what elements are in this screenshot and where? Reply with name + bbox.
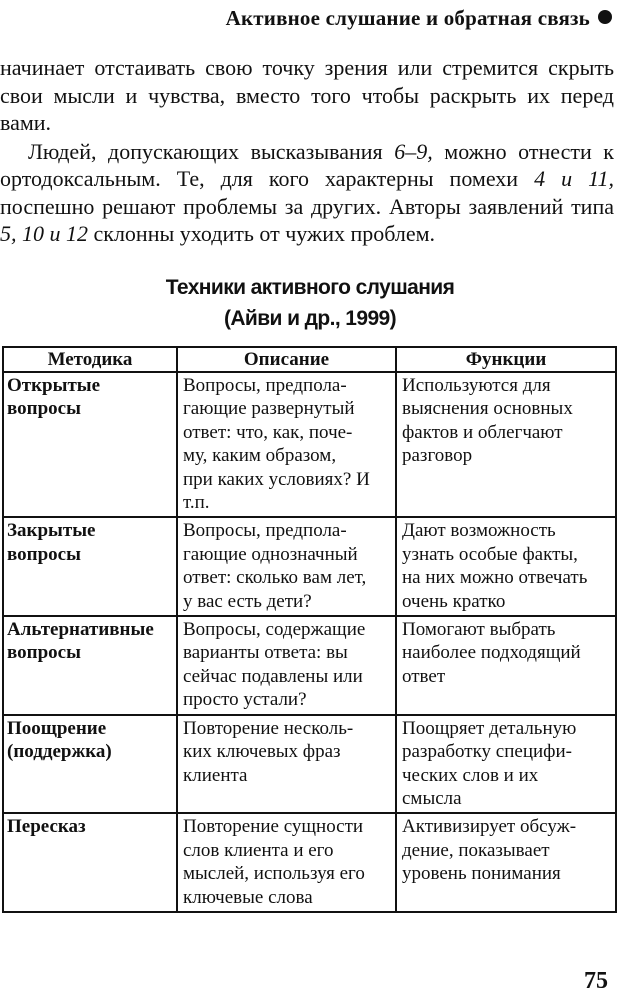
method-cell: Альтернативные вопросы [3, 616, 177, 715]
column-header-method: Методика [3, 347, 177, 372]
p2-ref-a: 6–9, [394, 138, 433, 164]
method-cell: Пересказ [3, 813, 177, 912]
p2-ref-b: 4 и 11, [534, 166, 615, 191]
techniques-table [2, 346, 617, 913]
body-text [0, 54, 614, 248]
function-cell: Используются для выяснения основных фактов и облегчают разговор [396, 372, 616, 517]
running-head [226, 6, 612, 31]
description-cell: Вопросы, предпола- гающие развернутый ответ: что, как, поче- му, каким образом, при каких условиях? И т.п. [177, 372, 396, 517]
column-header-function: Функции [396, 347, 616, 372]
method-cell: Поощрение (поддержка) [3, 715, 177, 814]
table-header-row [3, 347, 616, 372]
table-row [3, 372, 616, 517]
description-cell: Вопросы, содержащие варианты ответа: вы сейчас подавлены или просто устали? [177, 616, 396, 715]
table-row [3, 715, 616, 814]
table-title [0, 272, 620, 334]
function-cell: Дают возможность узнать особые факты, на них можно отвечать очень кратко [396, 517, 616, 616]
p2-ref-c: 5, 10 и 12 [0, 221, 88, 246]
table-row [3, 616, 616, 715]
p2-text-c: поспешно решают проблемы за других. Авторы заявлений типа [0, 193, 614, 219]
method-cell: Открытые вопросы [3, 372, 177, 517]
table-row [3, 813, 616, 912]
function-cell: Активизирует обсуж- дение, показывает уровень понимания [396, 813, 616, 912]
function-cell: Помогают выбрать наиболее подходящий ответ [396, 616, 616, 715]
description-cell: Повторение сущности слов клиента и его мыслей, используя его ключевые слова [177, 813, 396, 912]
p2-text-a: Людей, допускающих высказывания [28, 138, 395, 164]
running-title: Активное слушание и обратная связь [225, 6, 590, 30]
bullet-dot-icon [598, 10, 612, 24]
p2-text-d: склонны уходить от чужих проблем. [88, 221, 436, 246]
table-title-line-1: Техники активного слушания [165, 276, 455, 299]
method-cell: Закрытые вопросы [3, 517, 177, 616]
p2-text-b: можно отнести к ортодоксальным. Те, для кого характерны помехи [0, 138, 614, 191]
table-title-line-2: (Айви и др., 1999) [223, 307, 397, 330]
table-row [3, 517, 616, 616]
description-cell: Повторение несколь- ких ключевых фраз клиента [177, 715, 396, 814]
page-number: 75 [584, 968, 608, 994]
column-header-description: Описание [177, 347, 396, 372]
paragraph-1: начинает отстаивать свою точку зрения или стремится скрыть свои мысли и чувства, вместо того чтобы раскрыть их перед вами. [0, 55, 614, 135]
paragraph-2 [0, 138, 614, 248]
description-cell: Вопросы, предпола- гающие однозначный ответ: сколько вам лет, у вас есть дети? [177, 517, 396, 616]
function-cell: Поощряет детальную разработку специфи- ческих слов и их смысла [396, 715, 616, 814]
